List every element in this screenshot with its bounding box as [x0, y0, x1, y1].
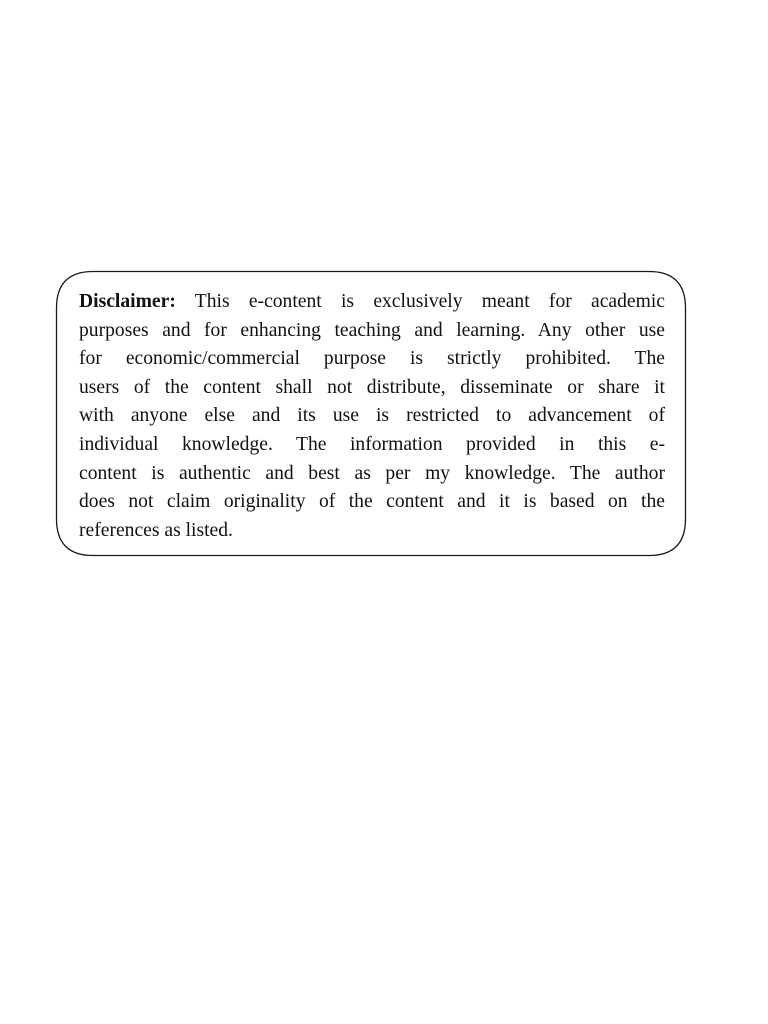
disclaimer-line-5: with anyone else and its use is restricted to advancement of: [79, 405, 665, 427]
disclaimer-line-1: [79, 288, 665, 317]
disclaimer-label: Disclaimer:: [79, 291, 176, 312]
disclaimer-line-4: users of the content shall not distribute, disseminate or share it: [79, 376, 665, 398]
disclaimer-line-6: individual knowledge. The information provided in this e-: [79, 433, 665, 455]
disclaimer-line-3: for economic/commercial purpose is strictly prohibited. The: [79, 348, 665, 370]
disclaimer-line-8: does not claim originality of the content and it is based on the: [79, 491, 665, 513]
disclaimer-line-2: purposes and for enhancing teaching and learning. Any other use: [79, 319, 665, 341]
disclaimer-line-1-text: This e-content is exclusively meant for academic: [194, 291, 665, 312]
disclaimer-line-7: content is authentic and best as per my knowledge. The author: [79, 462, 665, 484]
disclaimer-line-9: references as listed.: [79, 519, 233, 541]
disclaimer-box: [55, 270, 687, 557]
disclaimer-paragraph: [79, 288, 665, 545]
